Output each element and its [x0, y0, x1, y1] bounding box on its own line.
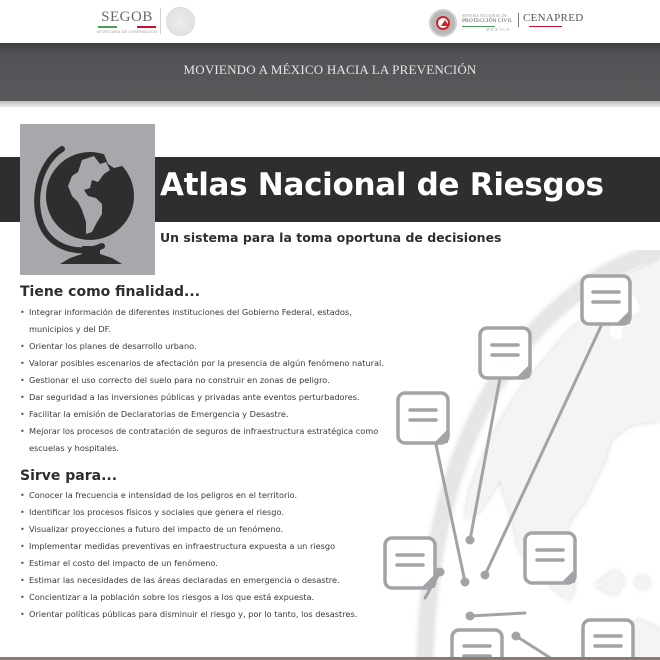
- list-item: • Implementar medidas preventivas en infraestructura expuesta a un riesgo: [20, 538, 380, 555]
- list-item: • Estimar las necesidades de las áreas declaradas en emergencia o desastre.: [20, 572, 380, 589]
- header-divider: [160, 8, 161, 34]
- section-heading-finalidad: Tiene como finalidad...: [20, 284, 201, 300]
- national-seal-icon: [166, 7, 195, 36]
- note-icon-5: [525, 533, 575, 583]
- pc-stripe: [462, 26, 562, 27]
- note-icon-7: [583, 620, 633, 660]
- list-item: • Concientizar a la población sobre los riesgos a los que está expuesta.: [20, 589, 380, 606]
- globe-box: [20, 124, 155, 275]
- finalidad-list: [20, 304, 384, 457]
- list-item: • Identificar los procesos físicos y sociales que genera el riesgo.: [20, 504, 380, 521]
- list-item: • Facilitar la emisión de Declaratorias de Emergencia y Desastre.: [20, 406, 380, 423]
- note-icon-4: [385, 538, 435, 588]
- list-item: • Conocer la frecuencia e intensidad de los peligros en el territorio.: [20, 487, 380, 504]
- cenapred-name: CENAPRED: [523, 12, 584, 24]
- segob-logo: [92, 9, 162, 35]
- pc-line3: MÉXICO: [486, 27, 511, 32]
- segob-subtitle: SECRETARÍA DE GOBERNACIÓN: [96, 30, 158, 34]
- page-subtitle: Un sistema para la toma oportuna de decisiones: [160, 230, 502, 245]
- list-item: • Gestionar el uso correcto del suelo para no construir en zonas de peligro.: [20, 372, 380, 389]
- pc-line1: SISTEMA NACIONAL DE: [462, 13, 507, 18]
- list-item: • Orientar políticas públicas para disminuir el riesgo y, por lo tanto, los desastres.: [20, 606, 380, 623]
- note-icon-6: [452, 630, 502, 660]
- pc-divider: [518, 13, 519, 27]
- list-item: • Orientar los planes de desarrollo urbano.: [20, 338, 380, 355]
- sirve-list: [20, 487, 380, 623]
- note-icon-1: [582, 276, 630, 324]
- motto-band: [0, 43, 660, 101]
- list-item: • Visualizar proyecciones a futuro del impacto de un fenómeno.: [20, 521, 380, 538]
- motto-text: MOVIENDO A MÉXICO HACIA LA PREVENCIÓN: [183, 62, 477, 77]
- list-item: • Valorar posibles escenarios de afectación por la presencia de algún fenómeno natural.: [20, 355, 380, 372]
- segob-stripe: [98, 26, 156, 28]
- list-item: • Integrar información de diferentes instituciones del Gobierno Federal, estados, municipios y del DF.: [20, 304, 380, 338]
- segob-name: SEGOB: [101, 9, 153, 25]
- note-icon-3: [398, 393, 448, 443]
- note-icon-2: [480, 328, 530, 378]
- list-item: • Mejorar los procesos de contratación de seguros de infraestructura estratégica como escuelas y hospitales.: [20, 423, 380, 457]
- section-heading-sirve: Sirve para...: [20, 468, 118, 484]
- map-network-illustration: [370, 250, 660, 660]
- globe-icon: [20, 124, 155, 275]
- proteccion-civil-emblem-icon: [429, 9, 457, 37]
- page-title: Atlas Nacional de Riesgos: [160, 167, 604, 203]
- top-header: [0, 0, 660, 43]
- list-item: • Dar seguridad a las inversiones públicas y privadas ante eventos perturbadores.: [20, 389, 380, 406]
- pc-line2: PROTECCIÓN CIVIL: [462, 18, 513, 24]
- list-item: • Estimar el costo del impacto de un fenómeno.: [20, 555, 380, 572]
